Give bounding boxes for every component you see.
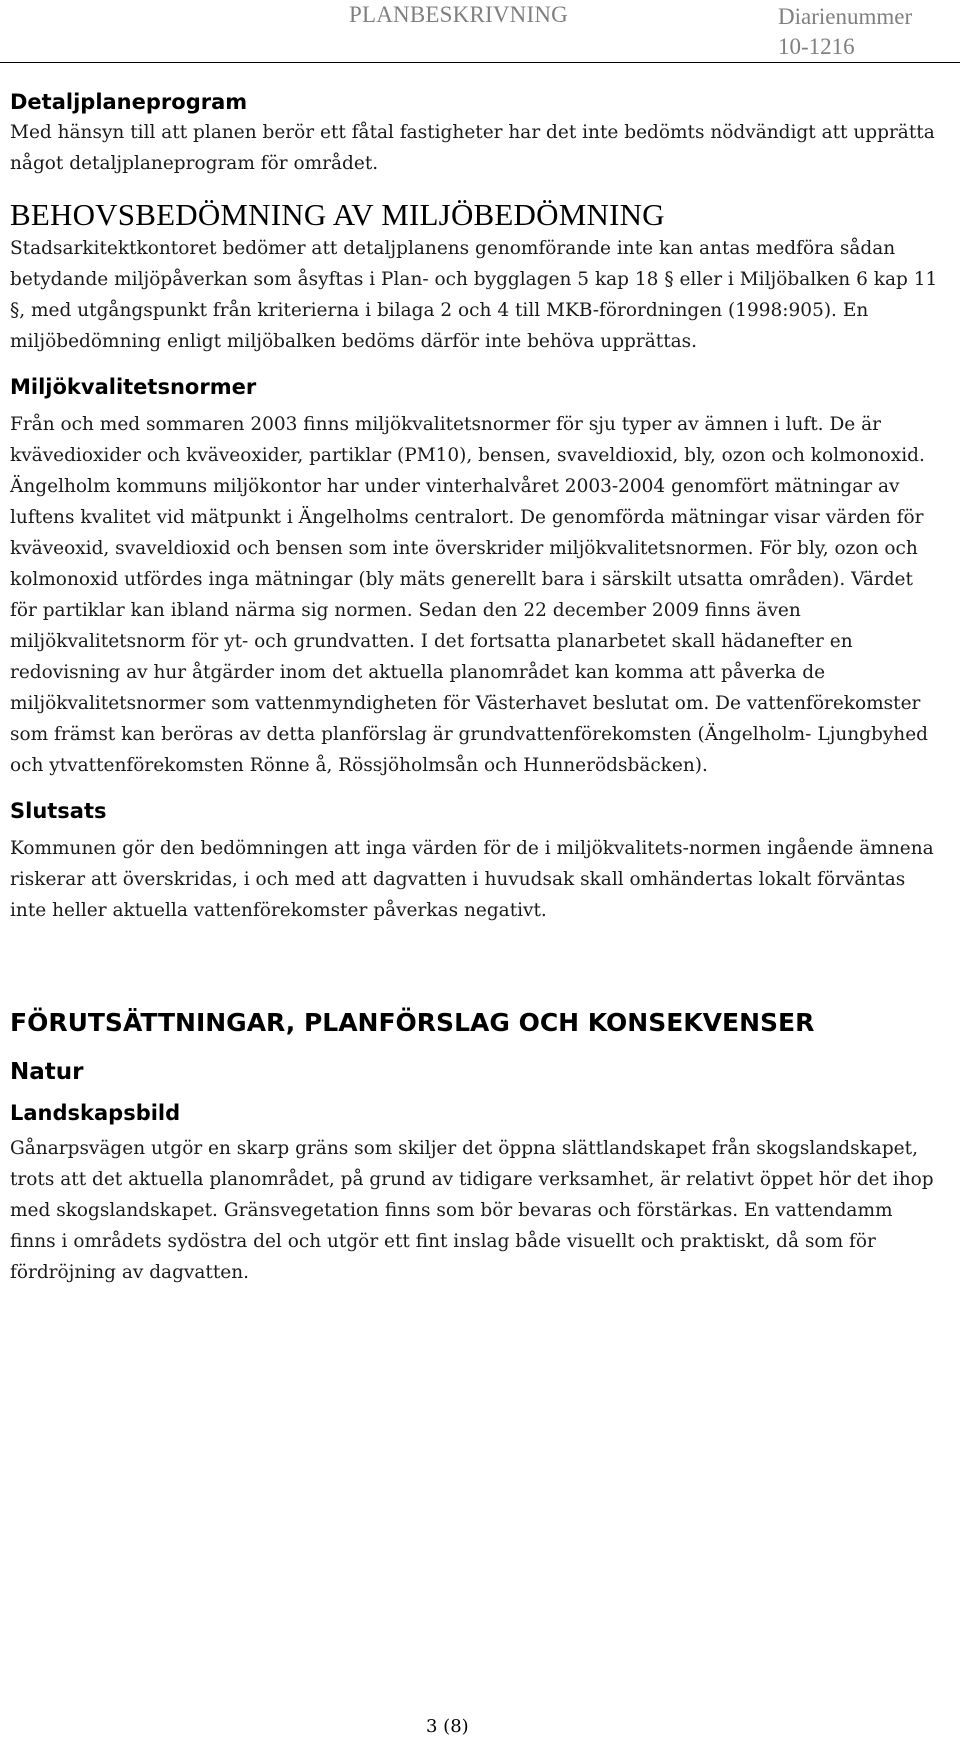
paragraph-slutsats: Kommunen gör den bedömningen att inga värden för de i miljökvalitets-normen ingående ämnena riskerar att överskridas, i och med att dagvatten i huvudsak skall omhändertas lokalt förväntas inte heller aktuella vattenförekomster påverkas negativt. bbox=[10, 838, 934, 921]
heading-forutsattningar: FÖRUTSÄTTNINGAR, PLANFÖRSLAG OCH KONSEKVENSER bbox=[10, 1008, 815, 1037]
heading-slutsats: Slutsats bbox=[10, 799, 107, 823]
heading-landskapsbild: Landskapsbild bbox=[10, 1101, 181, 1125]
diarie-number: 10-1216 bbox=[778, 34, 855, 59]
document-type: PLANBESKRIVNING bbox=[349, 2, 568, 27]
paragraph-miljokvalitetsnormer: Från och med sommaren 2003 finns miljökvalitetsnormer för sju typer av ämnen i luft. De är kvävedioxider och kväveoxider, partiklar (PM10), bensen, svaveldioxid, bly, ozon och kolmonoxid. Ängelholm kommuns miljökontor har under vinterhalvåret 2003-2004 genomfört mätningar av luftens kvalitet vid mätpunkt i Ängelholms centralort. De genomförda mätningar visar värden för kväveoxid, svaveldioxid och bensen som inte överskrider miljökvalitetsnormen. För bly, ozon och kolmonoxid utfördes inga mätningar (bly mäts generellt bara i särskilt utsatta områden). Värdet för partiklar kan ibland närma sig normen. Sedan den 22 december 2009 finns även miljökvalitetsnorm för yt- och grundvatten. I det fortsatta planarbetet skall hädanefter en redovisning av hur åtgärder inom det aktuella planområdet kan komma att påverka de miljökvalitetsnormer som vattenmyndigheten för Västerhavet beslutat om. De vattenförekomster som främst kan beröras av detta planförslag är grundvattenförekomsten (Ängelholm- Ljungbyhed och ytvattenförekomsten Rönne å, Rössjöholmsån och Hunnerödsbäcken). bbox=[10, 414, 929, 776]
diarie-block bbox=[778, 2, 938, 62]
page-number: 3 (8) bbox=[426, 1716, 469, 1737]
heading-behovsbedomning: BEHOVSBEDÖMNING AV MILJÖBEDÖMNING bbox=[10, 197, 665, 232]
paragraph-behovsbedomning: Stadsarkitektkontoret bedömer att detaljplanens genomförande inte kan antas medföra sådan betydande miljöpåverkan som åsyftas i Plan- och bygglagen 5 kap 18 § eller i Miljöbalken 6 kap 11 §, med utgångspunkt från kriterierna i bilaga 2 och 4 till MKB-förordningen (1998:905). En miljöbedömning enligt miljöbalken bedöms därför inte behöva upprättas. bbox=[10, 238, 938, 352]
paragraph-detaljplaneprogram: Med hänsyn till att planen berör ett fåtal fastigheter har det inte bedömts nödvändigt att upprätta något detaljplaneprogram för området. bbox=[10, 122, 935, 174]
heading-miljokvalitetsnormer: Miljökvalitetsnormer bbox=[10, 375, 257, 399]
diarie-label: Diarienummer bbox=[778, 4, 913, 29]
page-content bbox=[10, 90, 940, 1288]
heading-natur: Natur bbox=[10, 1059, 84, 1085]
heading-detaljplaneprogram: Detaljplaneprogram bbox=[10, 90, 248, 114]
paragraph-landskapsbild: Gånarpsvägen utgör en skarp gräns som skiljer det öppna slättlandskapet från skogslandskapet, trots att det aktuella planområdet, på grund av tidigare verksamhet, är relativt öppet hör det ihop med skogslandskapet. Gränsvegetation finns som bör bevaras och förstärkas. En vattendamm finns i områdets sydöstra del och utgör ett fint inslag både visuellt och praktiskt, då som för fördröjning av dagvatten. bbox=[10, 1138, 934, 1283]
running-header bbox=[0, 0, 960, 63]
